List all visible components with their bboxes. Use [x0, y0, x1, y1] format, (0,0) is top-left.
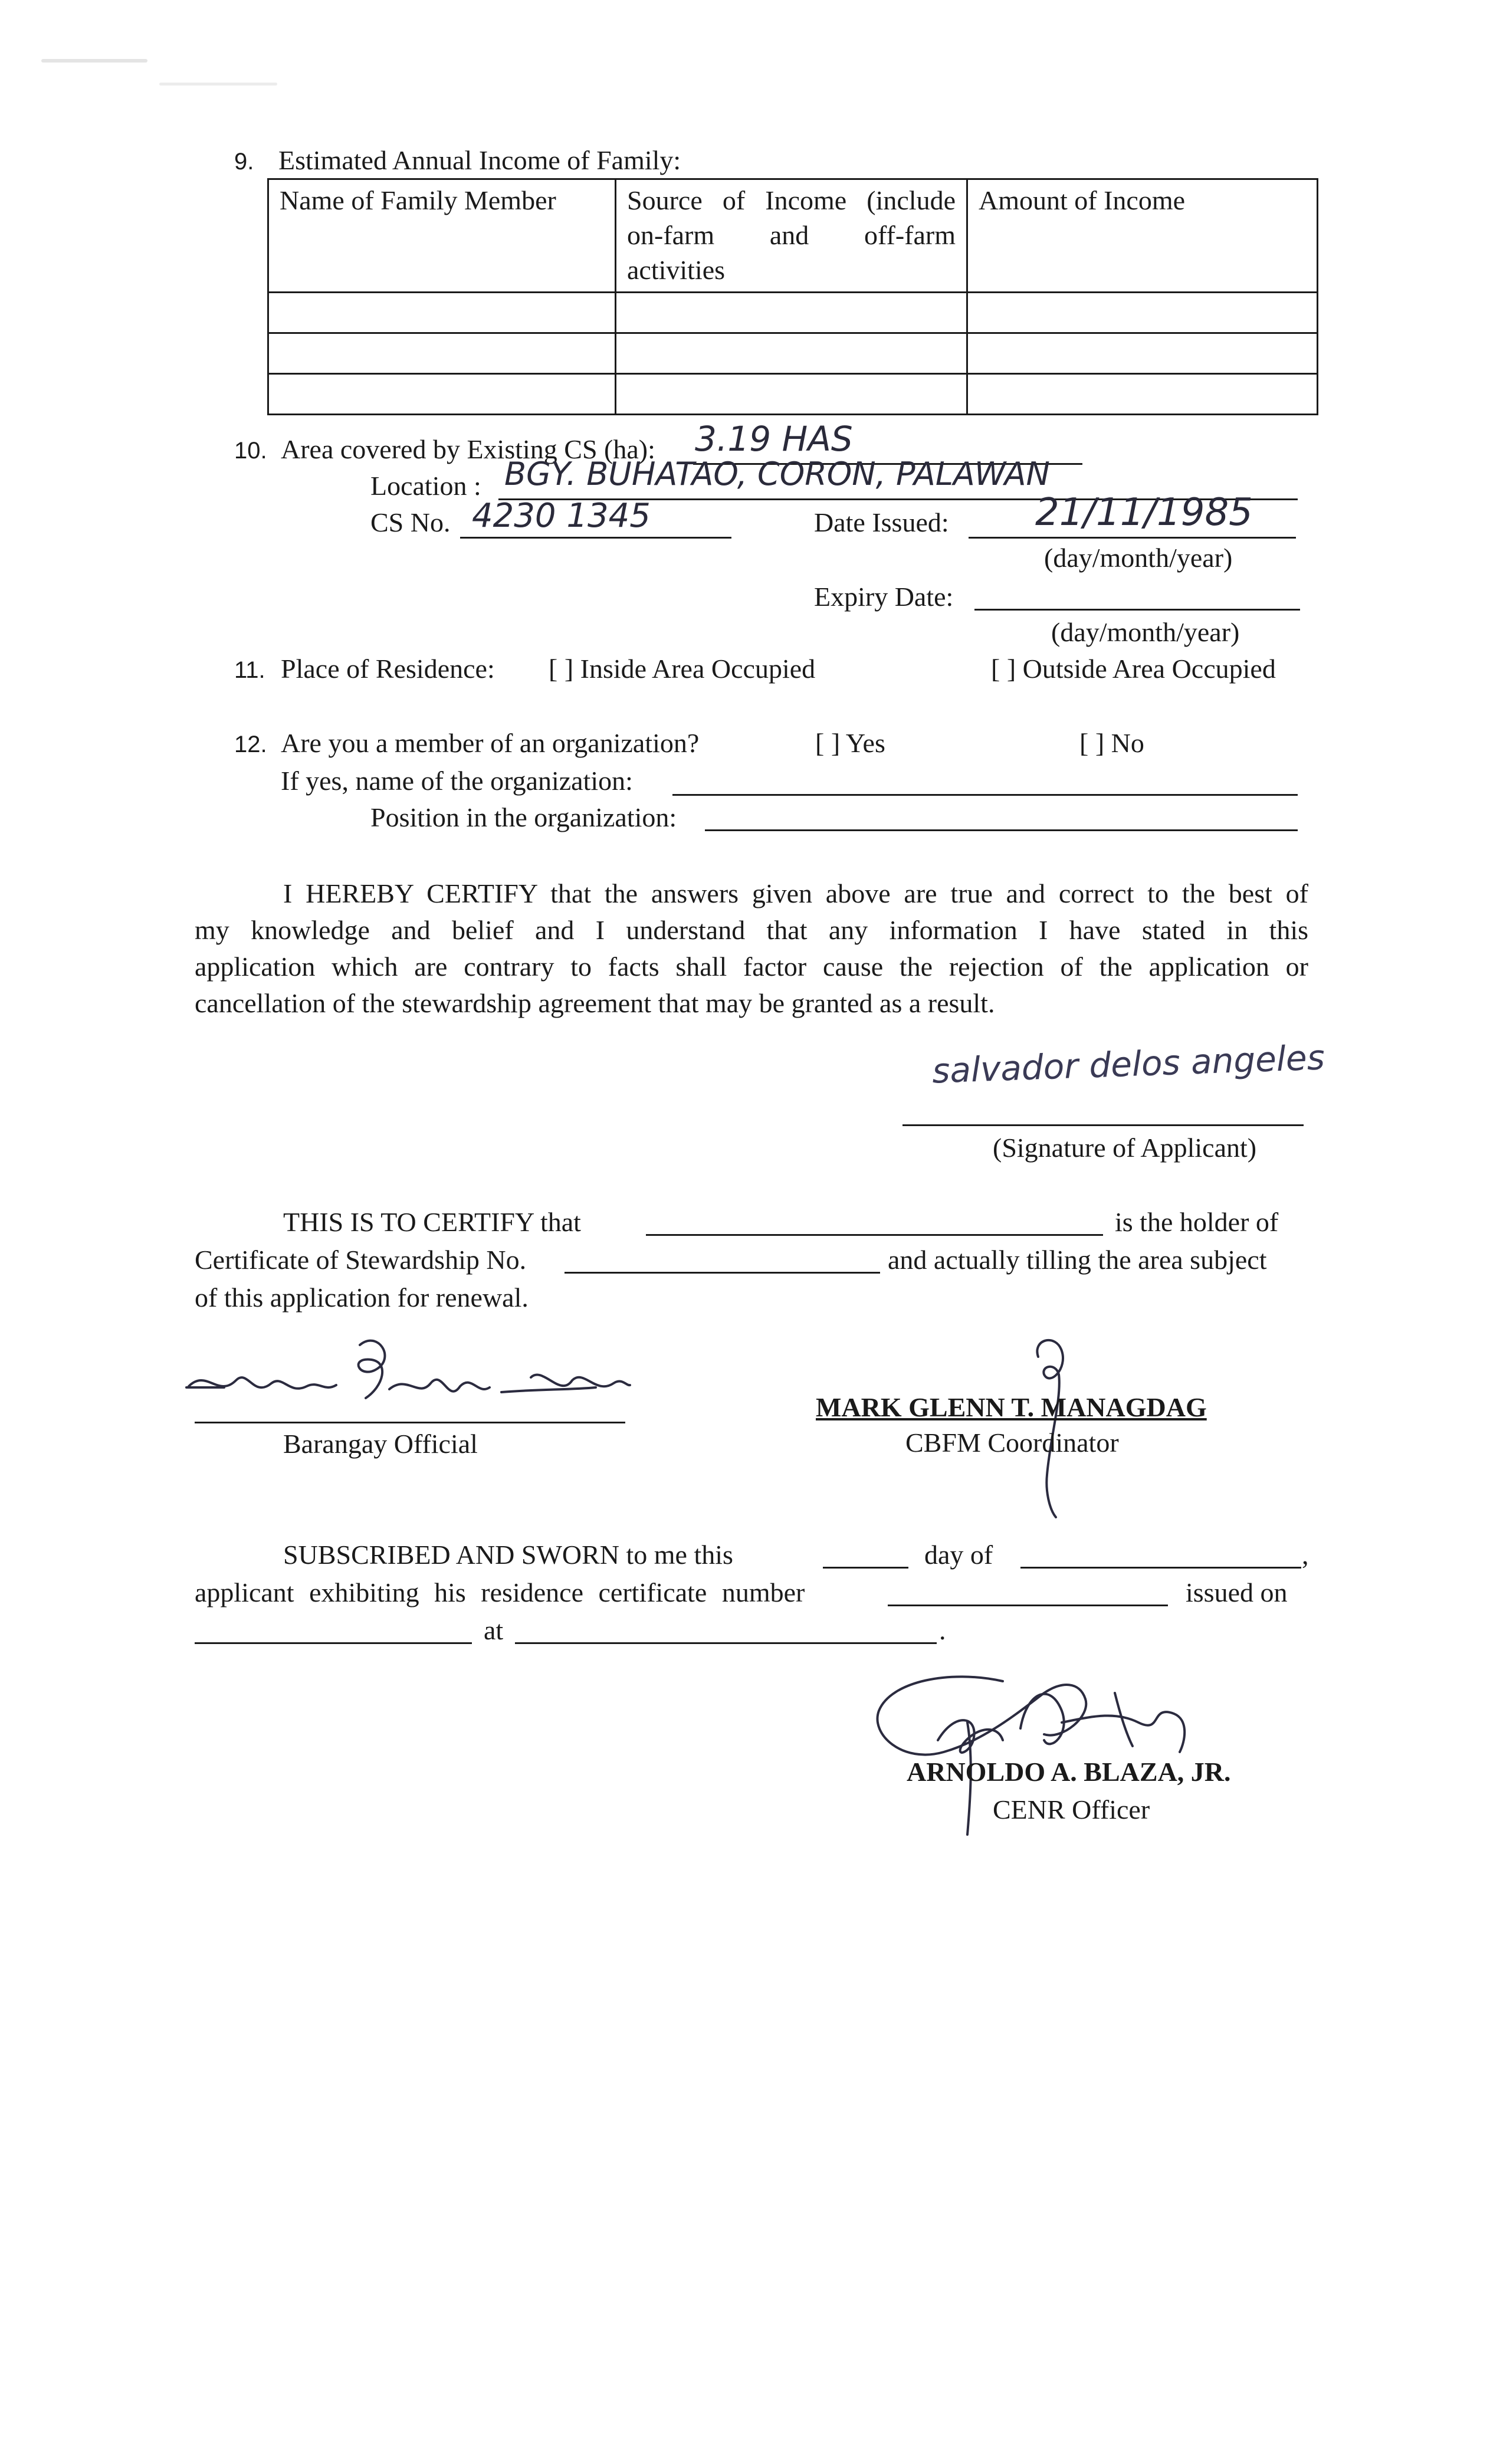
table-cell[interactable] — [616, 292, 967, 333]
member-no-checkbox[interactable]: [ ] No — [1079, 728, 1144, 758]
cs-no-label: CS No. — [370, 507, 451, 537]
item12-label: Are you a member of an organization? — [281, 728, 700, 758]
holder-certify-text: Certificate of Stewardship No. — [195, 1245, 527, 1275]
position-label: Position in the organization: — [370, 802, 677, 832]
cenr-officer-title: CENR Officer — [993, 1794, 1150, 1825]
cbfm-coordinator-name: MARK GLENN T. MANAGDAG — [816, 1392, 1207, 1422]
date-format-hint: (day/month/year) — [1044, 543, 1233, 573]
holder-certify-text: THIS IS TO CERTIFY that — [283, 1207, 581, 1237]
holder-name-blank-line[interactable] — [646, 1234, 1103, 1236]
outside-area-checkbox[interactable]: [ ] Outside Area Occupied — [991, 654, 1276, 684]
col-header-source-of-income: Source of Income (include on-farm and off-farm activities — [616, 179, 967, 293]
col-header-family-member: Name of Family Member — [268, 179, 616, 293]
holder-certify-text: and actually tilling the area subject — [888, 1245, 1267, 1275]
member-yes-checkbox[interactable]: [ ] Yes — [815, 728, 885, 758]
residence-certificate-blank-line[interactable] — [888, 1605, 1168, 1606]
sworn-day-blank-line[interactable] — [823, 1567, 908, 1569]
item-number-12: 12. — [234, 731, 267, 757]
date-issued-label: Date Issued: — [814, 507, 949, 537]
scan-speck — [41, 59, 147, 63]
issued-at-blank-line[interactable] — [515, 1642, 937, 1644]
inside-area-checkbox[interactable]: [ ] Inside Area Occupied — [549, 654, 816, 684]
table-row — [268, 292, 1318, 333]
item9-label: Estimated Annual Income of Family: — [278, 145, 681, 175]
income-table — [267, 178, 1318, 415]
barangay-official-signature — [183, 1333, 631, 1428]
barangay-official-title: Barangay Official — [283, 1429, 478, 1459]
date-issued-handwritten-value: 21/11/1985 — [1035, 491, 1253, 534]
org-name-blank-line[interactable] — [672, 794, 1298, 796]
col-header-amount: Amount of Income — [967, 179, 1318, 293]
sworn-text: issued on — [1186, 1577, 1288, 1607]
table-row — [268, 373, 1318, 414]
certification-line: I HEREBY CERTIFY that the answers given above are true and correct to the best of — [283, 878, 1308, 908]
certification-line: cancellation of the stewardship agreement that may be granted as a result. — [195, 988, 995, 1018]
holder-certify-text: is the holder of — [1115, 1207, 1279, 1237]
table-row — [268, 333, 1318, 373]
barangay-official-signature-line[interactable] — [195, 1422, 625, 1423]
expiry-date-blank-line[interactable] — [974, 609, 1300, 611]
area-handwritten-value: 3.19 HAS — [695, 419, 853, 459]
item-number-10: 10. — [234, 438, 267, 464]
table-header-row — [268, 179, 1318, 293]
cenr-officer-name: ARNOLDO A. BLAZA, JR. — [907, 1757, 1231, 1787]
cbfm-coordinator-title: CBFM Coordinator — [905, 1428, 1119, 1458]
position-blank-line[interactable] — [705, 829, 1298, 831]
cs-no-blank-line[interactable] — [460, 537, 731, 539]
sworn-text: , — [1302, 1540, 1309, 1570]
certification-line: application which are contrary to facts shall factor cause the rejection of the application or — [195, 952, 1308, 982]
holder-certify-text: of this application for renewal. — [195, 1282, 529, 1313]
applicant-signature-line[interactable] — [902, 1124, 1304, 1126]
table-cell[interactable] — [616, 373, 967, 414]
stewardship-no-blank-line[interactable] — [565, 1272, 880, 1274]
table-cell[interactable] — [967, 292, 1318, 333]
table-cell[interactable] — [967, 373, 1318, 414]
table-cell[interactable] — [268, 292, 616, 333]
applicant-signature: salvador delos angeles — [931, 1037, 1325, 1091]
expiry-date-label: Expiry Date: — [814, 582, 954, 612]
table-cell[interactable] — [268, 373, 616, 414]
location-handwritten-value: BGY. BUHATAO, CORON, PALAWAN — [504, 455, 1050, 493]
signature-caption: (Signature of Applicant) — [993, 1133, 1257, 1163]
table-cell[interactable] — [268, 333, 616, 373]
sworn-text: SUBSCRIBED AND SWORN to me this — [283, 1540, 733, 1570]
item11-label: Place of Residence: — [281, 654, 495, 684]
item-number-11: 11. — [234, 657, 265, 683]
sworn-text: . — [939, 1615, 946, 1645]
org-name-label: If yes, name of the organization: — [281, 766, 633, 796]
cs-no-handwritten-value: 4230 1345 — [472, 497, 651, 535]
location-label: Location : — [370, 471, 481, 501]
table-cell[interactable] — [616, 333, 967, 373]
sworn-text: at — [484, 1615, 504, 1645]
item-number-9: 9. — [234, 149, 254, 175]
date-issued-blank-line[interactable] — [969, 537, 1296, 539]
scan-speck — [159, 83, 277, 86]
certification-paragraph — [195, 875, 1308, 1022]
certification-line: my knowledge and belief and I understand that any information I have stated in this — [195, 915, 1308, 945]
sworn-text: day of — [924, 1540, 993, 1570]
sworn-month-blank-line[interactable] — [1020, 1567, 1301, 1569]
table-cell[interactable] — [967, 333, 1318, 373]
sworn-text: applicant exhibiting his residence certificate number — [195, 1577, 805, 1607]
item10-label: Area covered by Existing CS (ha): — [281, 434, 655, 464]
issued-on-blank-line[interactable] — [195, 1642, 472, 1644]
date-format-hint: (day/month/year) — [1051, 617, 1240, 647]
